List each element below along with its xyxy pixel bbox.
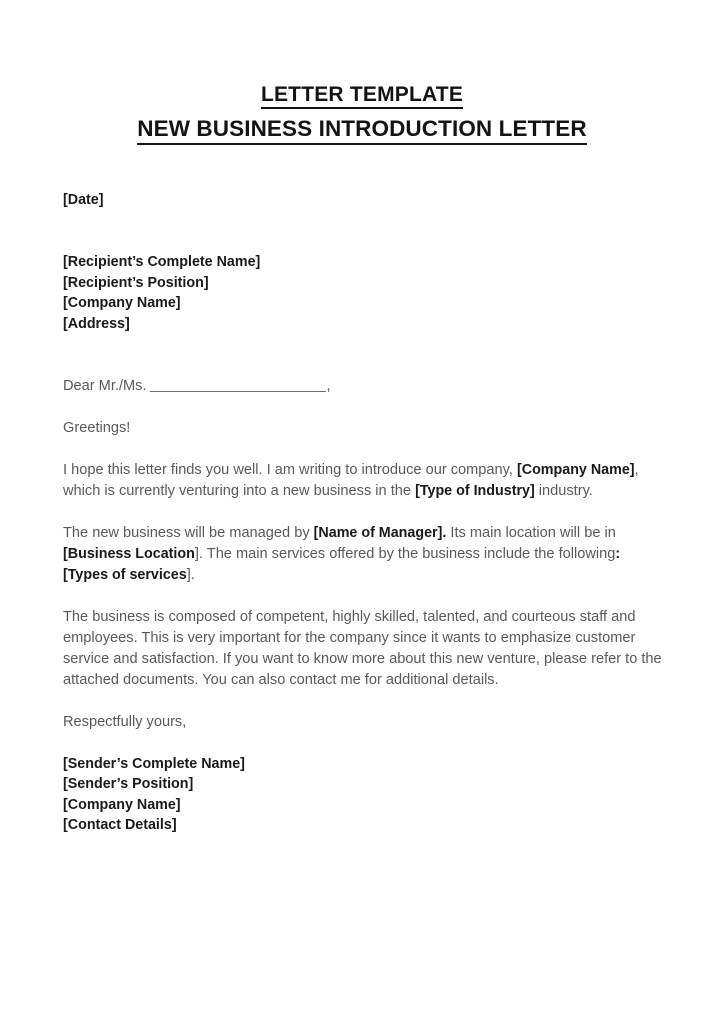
- title-line-template-text: LETTER TEMPLATE: [261, 84, 463, 109]
- greeting-line: Greetings!: [63, 420, 131, 437]
- placeholder-type-of-industry: [Type of Industry]: [415, 483, 535, 500]
- sender-name: [Sender’s Complete Name]: [63, 756, 245, 773]
- paragraph-2-seg-3: Its main location will be in: [446, 525, 616, 542]
- spacer-paragraph3-closing: [63, 691, 663, 712]
- salutation-blank-rule: [150, 391, 326, 392]
- spacer-paragraph1-paragraph2: [63, 502, 663, 523]
- paragraph-1-seg-5: industry.: [534, 483, 593, 500]
- spacer-greeting-paragraph1: [63, 439, 663, 460]
- placeholder-name-of-manager: [Name of Manager].: [313, 525, 447, 542]
- closing-line: Respectfully yours,: [63, 714, 187, 731]
- spacer-closing-sender: [63, 733, 663, 754]
- spacer-paragraph2-paragraph3: [63, 586, 663, 607]
- recipient-position: [Recipient’s Position]: [63, 274, 209, 291]
- paragraph-1: [63, 460, 663, 502]
- paragraph-2-seg-1: The new business will be managed by: [63, 525, 314, 542]
- sender-signature-block: [63, 754, 663, 836]
- date-placeholder: [Date]: [63, 192, 104, 208]
- salutation-prefix: Dear Mr./Ms.: [63, 378, 147, 395]
- recipient-company: [Company Name]: [63, 295, 181, 312]
- paragraph-1-seg-3: , which is currently venturing into a new business in the: [63, 462, 639, 500]
- spacer-date-recipient: [63, 210, 663, 252]
- recipient-name: [Recipient’s Complete Name]: [63, 254, 261, 271]
- salutation-line: [63, 376, 663, 397]
- placeholder-types-of-services: : [Types of services: [63, 546, 621, 584]
- sender-contact-details: [Contact Details]: [63, 817, 177, 834]
- salutation-suffix: ,: [326, 378, 331, 395]
- paragraph-1-seg-1: I hope this letter finds you well. I am writing to introduce our company,: [63, 462, 517, 479]
- title-line-subject: [0, 118, 724, 145]
- recipient-address: [Address]: [63, 315, 130, 332]
- spacer-recipient-salutation: [63, 334, 663, 376]
- placeholder-company-name-1: [Company Name]: [516, 462, 635, 479]
- sender-company: [Company Name]: [63, 796, 181, 813]
- placeholder-business-location: [Business Location: [63, 546, 195, 563]
- recipient-address-block: [63, 252, 663, 334]
- sender-position: [Sender’s Position]: [63, 776, 194, 793]
- paragraph-2-seg-5: ]. The main services offered by the business include the following: [194, 546, 616, 563]
- paragraph-3: The business is composed of competent, highly skilled, talented, and courteous staff and employees. This is very important for the company since it wants to emphasize customer service and satisfaction. If you want to know more about this new venture, please refer to the attached documents. You can also contact me for additional details.: [63, 609, 662, 689]
- spacer-salutation-greeting: [63, 397, 663, 418]
- paragraph-2: [63, 523, 663, 586]
- paragraph-2-seg-7: ].: [186, 567, 195, 584]
- title-line-subject-text: NEW BUSINESS INTRODUCTION LETTER: [137, 118, 586, 145]
- title-line-template: [0, 84, 724, 109]
- letter-body: [63, 190, 663, 836]
- document-title-block: [0, 84, 724, 145]
